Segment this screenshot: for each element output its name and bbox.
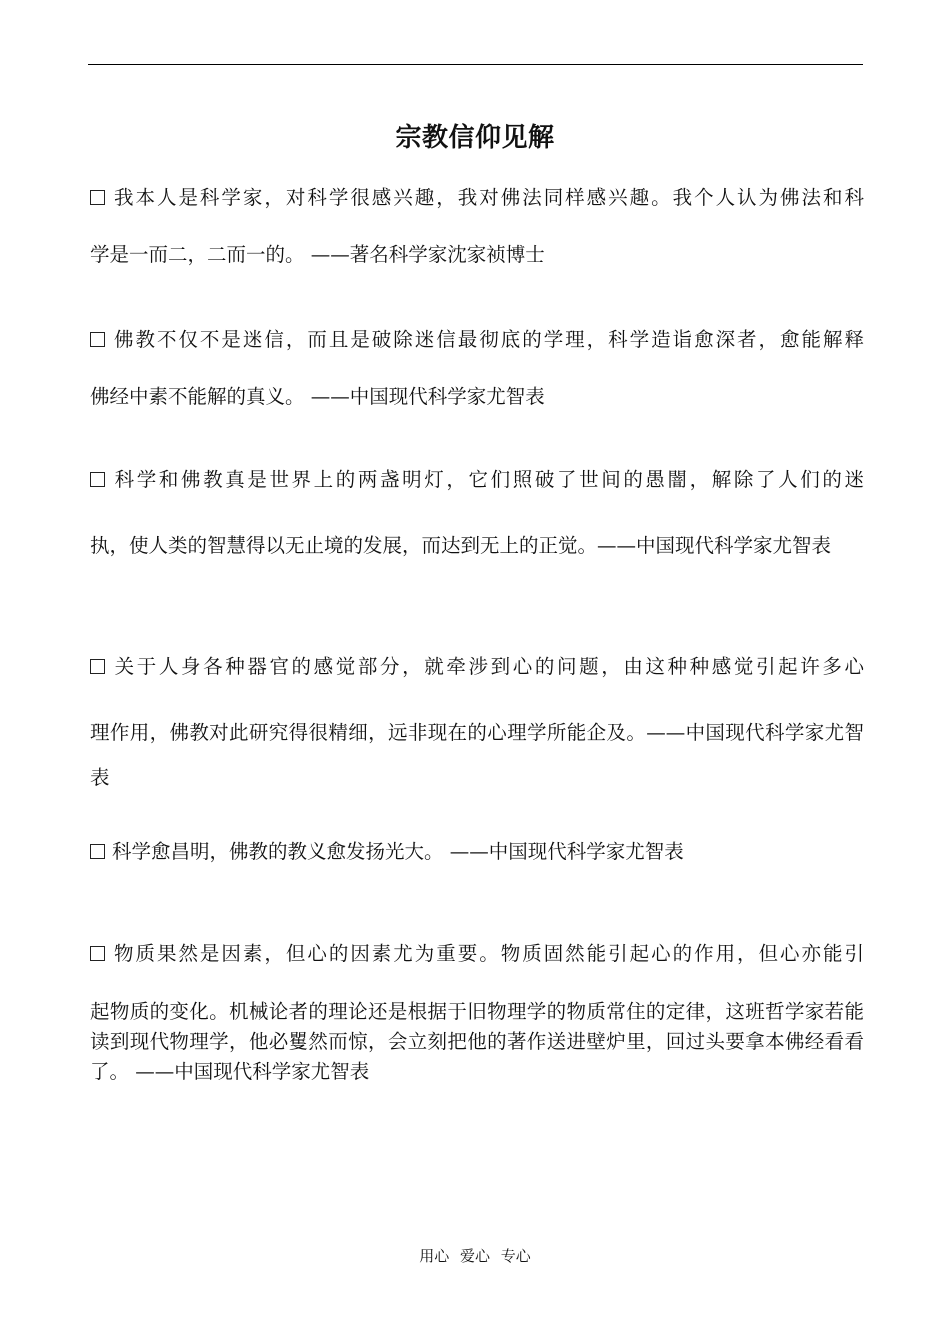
quote-entry (90, 184, 864, 268)
quote-entry (90, 466, 864, 568)
quote-continuation: 学是一而二，二而一的。 ——著名科学家沈家祯博士 (90, 243, 545, 266)
quote-continuation: 起物质的变化。机械论者的理论还是根据于旧物理学的物质常住的定律，这班哲学家若能读到现代物理学，他必矍然而惊，会立刻把他的著作送进壁炉里，回过头要拿本佛经看看了。 ——中国现代科学家尤智表 (90, 1000, 864, 1083)
quote-text: 科学愈昌明，佛教的教义愈发扬光大。 ——中国现代科学家尤智表 (112, 840, 684, 863)
header-rule (88, 64, 863, 65)
quote-continuation: 佛经中素不能解的真义。 ——中国现代科学家尤智表 (90, 385, 545, 408)
quote-first-line (90, 940, 864, 967)
document-title: 宗教信仰见解 (395, 123, 555, 153)
quote-text: 佛教不仅不是迷信，而且是破除迷信最彻底的学理，科学造诣愈深者，愈能解释 (112, 328, 864, 351)
quote-first-line (90, 184, 864, 211)
page-footer: 用心 爱心 专心 (419, 1247, 531, 1265)
checkbox-icon (90, 332, 105, 347)
quote-text: 关于人身各种器官的感觉部分，就牵涉到心的问题，由这种种感觉引起许多心 (112, 655, 864, 678)
quote-first-line (90, 326, 864, 353)
quote-first-line (90, 838, 864, 865)
quote-entry (90, 326, 864, 410)
quote-first-line (90, 466, 864, 493)
checkbox-icon (90, 190, 105, 205)
quote-continuation: 执，使人类的智慧得以无止境的发展，而达到无上的正觉。——中国现代科学家尤智表 (90, 534, 832, 557)
quote-text: 我本人是科学家，对科学很感兴趣，我对佛法同样感兴趣。我个人认为佛法和科 (112, 186, 864, 209)
checkbox-icon (90, 844, 105, 859)
quote-entry (90, 838, 864, 865)
checkbox-icon (90, 472, 105, 487)
quote-entry (90, 653, 864, 800)
quote-first-line (90, 653, 864, 680)
quote-continuation: 理作用，佛教对此研究得很精细，远非现在的心理学所能企及。——中国现代科学家尤智表 (90, 721, 864, 789)
checkbox-icon (90, 659, 105, 674)
quote-text: 科学和佛教真是世界上的两盏明灯，它们照破了世间的愚闇，解除了人们的迷 (112, 468, 864, 491)
checkbox-icon (90, 946, 105, 961)
quote-entry (90, 940, 864, 1087)
quote-text: 物质果然是因素，但心的因素尤为重要。物质固然能引起心的作用，但心亦能引 (112, 942, 864, 965)
